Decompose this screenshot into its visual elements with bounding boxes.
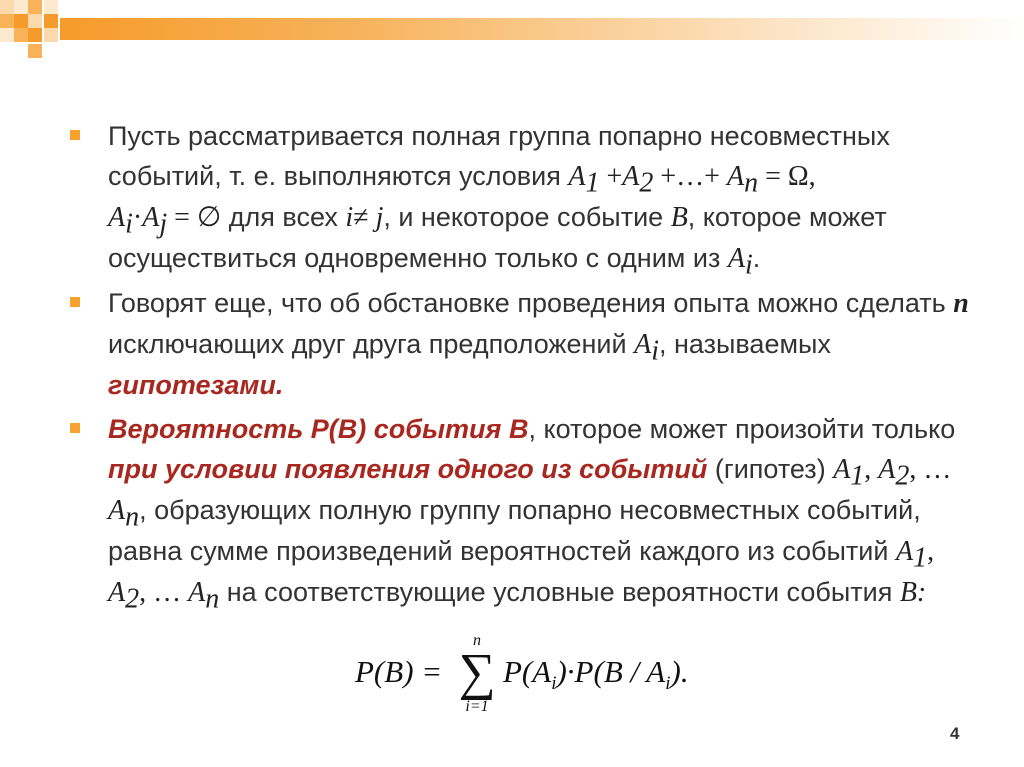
formula-event: A [727,243,745,274]
bullet-item-hypotheses [70,283,970,405]
formula-subscript: 2 [125,583,140,615]
decoration-square [14,14,28,28]
decoration-square [28,14,42,28]
slide-number: 4 [950,724,960,743]
summation-symbol: ∑ [458,644,496,701]
formula-event: A [895,536,914,567]
formula-rhs-part: P(A [503,654,552,689]
bullet-item-total-probability [70,409,970,613]
formula-separator: , … [909,454,952,485]
formula-rhs-part: )·P(B / A [556,654,666,689]
decoration-square [0,28,14,42]
formula-separator: , … [139,577,189,608]
formula-subscript: 1 [850,460,865,492]
formula-event: A [726,161,745,192]
decoration-square [14,0,28,14]
bullet-item-complete-group [70,116,970,279]
formula-index: i [345,202,354,233]
formula-subscript: n [125,501,140,533]
formula-subscript: j [159,208,168,240]
slide-body [70,116,970,613]
formula-event: A [142,202,160,233]
formula-separator: , [927,536,935,567]
summation-lower-limit: i=1 [465,698,489,715]
total-probability-formula [355,632,755,722]
formula-subscript: i [744,249,753,281]
formula-event: A [568,161,586,192]
decoration-square [44,14,58,28]
bullet-text: для всех [221,202,346,232]
summation-upper-limit: n [473,632,481,649]
formula-subscript: n [744,167,759,199]
decoration-square [44,28,58,42]
summation-sign [455,632,499,716]
formula-operator: = ∅ [167,202,222,233]
bullet-text: на соответствующие условные вероятности события [219,577,900,607]
highlighted-term: Вероятность P(B) события B [108,414,529,444]
formula-subscript: i [551,673,557,695]
formula-index: j [375,202,384,233]
formula-event: A [108,495,126,526]
formula-event: A [634,329,652,360]
formula-subscript: n [205,583,220,615]
bullet-text: Пусть рассматривается полная группа попарно несовместных событий, т. е. выполняются условия [108,121,890,191]
decoration-square [28,0,42,14]
bullet-text: исключающих друг друга предположений [108,329,635,359]
bullet-text: (гипотез) [707,454,834,484]
highlighted-term: при условии появления одного из событий [108,454,708,484]
formula-operator: +…+ [653,161,727,192]
bullet-marker [70,130,80,140]
bullet-text: , которое может произойти только [528,414,956,444]
formula-lhs: P(B) = [355,654,443,689]
bullet-marker [70,297,80,307]
formula-operator: · [132,202,143,233]
bullet-text: , образующих полную группу попарно несовместных событий, равна сумме произведений вероятностей каждого из событий [108,495,921,566]
formula-event: A [108,202,126,233]
formula-operator: = Ω, [758,161,816,192]
formula-subscript: 1 [585,167,600,199]
formula-subscript: i [125,208,133,240]
header-decoration-bar [60,18,1024,40]
formula-subscript: 2 [639,167,654,199]
formula-event: A [108,577,126,608]
formula-subscript: 2 [895,460,910,492]
formula-rhs-part: ). [670,654,689,689]
formula-event: A [188,577,206,608]
formula-event: A [833,454,851,485]
decoration-square [44,0,58,14]
bullet-text: . [752,243,761,273]
formula-rhs [503,654,689,695]
bullet-marker [70,423,80,433]
formula-subscript: i [665,673,671,695]
decoration-square [28,44,42,58]
highlighted-term: гипотезами. [108,370,284,400]
formula-event: B [670,202,688,233]
bullet-text: , называемых [658,329,831,359]
formula-operator: + [599,161,623,192]
bullet-text: , и некоторое событие [383,202,671,232]
formula-separator: , [864,454,879,485]
formula-event: A [622,161,640,192]
formula-count: n [953,288,969,319]
bullet-text: , которое может осуществиться одновременно только с одним из [108,202,887,273]
formula-event: B: [899,577,927,608]
formula-operator: ≠ [353,202,376,233]
bullet-text: Говорят еще, что об обстановке проведения опыта можно сделать [108,288,954,318]
formula-subscript: i [651,335,659,367]
formula-subscript: 1 [913,542,928,574]
formula-event: A [878,454,896,485]
decoration-square [0,0,14,14]
decoration-square [0,14,14,28]
decoration-square [28,28,42,42]
decoration-square [14,28,28,42]
